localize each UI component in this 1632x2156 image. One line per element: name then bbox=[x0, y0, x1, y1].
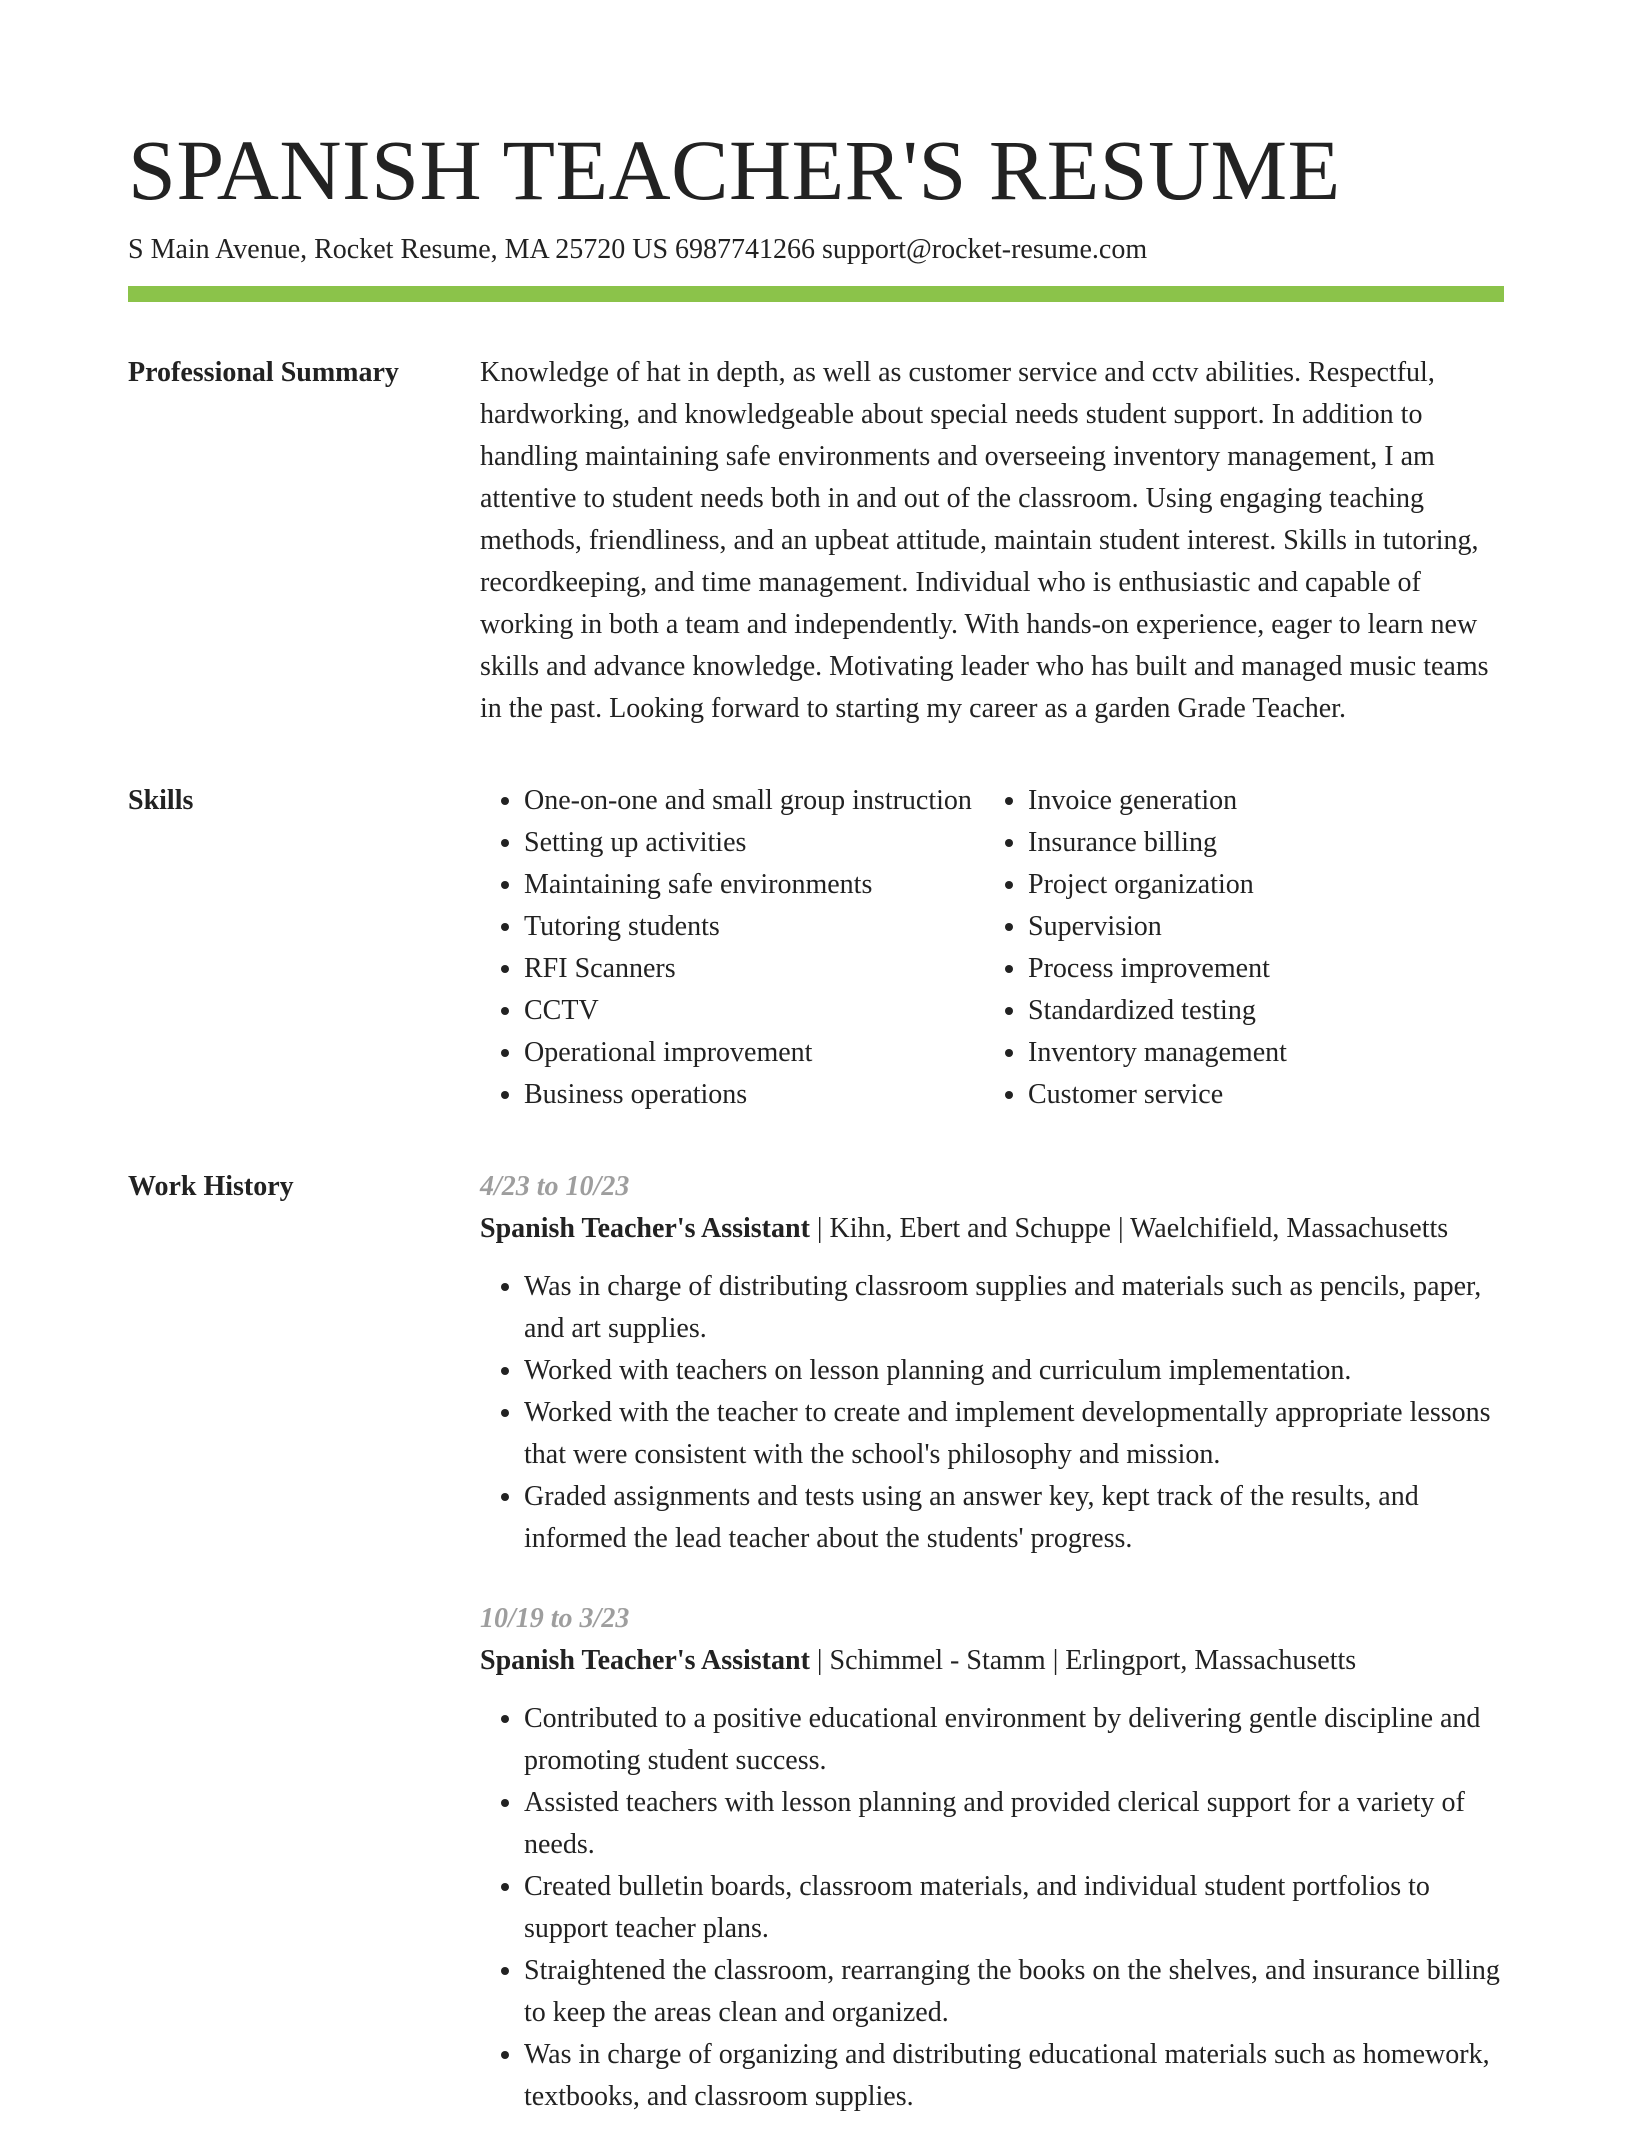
skill-item: • Business operations bbox=[524, 1074, 984, 1116]
skill-item: • Supervision bbox=[1028, 906, 1488, 948]
job-duty-item: • Contributed to a positive educational environment by delivering gentle discipline and promoting student success. bbox=[524, 1698, 1504, 1782]
professional-summary-section bbox=[128, 352, 1504, 730]
section-title-work-history: Work History bbox=[128, 1171, 294, 1202]
skills-list-left bbox=[480, 780, 984, 1116]
skill-item: • Invoice generation bbox=[1028, 780, 1488, 822]
skills-body bbox=[480, 780, 1504, 1116]
skills-list-right bbox=[984, 780, 1488, 1116]
resume-page bbox=[128, 0, 1504, 2156]
skills-section bbox=[128, 780, 1504, 1116]
section-title-skills: Skills bbox=[128, 785, 194, 816]
skill-item: • Maintaining safe environments bbox=[524, 864, 984, 906]
skill-item: • Inventory management bbox=[1028, 1032, 1488, 1074]
accent-divider bbox=[128, 286, 1504, 302]
skill-item: • Insurance billing bbox=[1028, 822, 1488, 864]
job-duty-item: • Created bulletin boards, classroom materials, and individual student portfolios to support teacher plans. bbox=[524, 1866, 1504, 1950]
job-dates: 10/19 to 3/23 bbox=[480, 1603, 630, 1634]
contact-line: S Main Avenue, Rocket Resume, MA 25720 US 6987741266 support@rocket-resume.com bbox=[128, 234, 1148, 265]
job-duty-item: • Straightened the classroom, rearranging the books on the shelves, and insurance billing to keep the areas clean and organized. bbox=[524, 1950, 1504, 2034]
job-title: Spanish Teacher's Assistant bbox=[480, 1213, 810, 1244]
section-title-summary: Professional Summary bbox=[128, 357, 399, 388]
skill-item: • CCTV bbox=[524, 990, 984, 1032]
job-employer-location: | Schimmel - Stamm | Erlingport, Massachusetts bbox=[809, 1645, 1357, 1676]
job-dates: 4/23 to 10/23 bbox=[480, 1171, 630, 1202]
job-duty-item: • Was in charge of distributing classroom supplies and materials such as pencils, paper, and art supplies. bbox=[524, 1266, 1504, 1350]
job-duty-item: • Worked with the teacher to create and implement developmentally appropriate lessons that were consistent with the school's philosophy and mission. bbox=[524, 1392, 1504, 1476]
job-heading bbox=[480, 1208, 1504, 1250]
skill-item: • Setting up activities bbox=[524, 822, 984, 864]
summary-text: Knowledge of hat in depth, as well as customer service and cctv abilities. Respectful, hardworking, and knowledgeable about special needs student support. In addition to handling maintaining safe environments and overseeing inventory management, I am attentive to student needs both in and out of the classroom. Using engaging teaching methods, friendliness, and an upbeat attitude, maintain student interest. Skills in tutoring, recordkeeping, and time management. Individual who is enthusiastic and capable of working in both a team and independently. With hands-on experience, eager to learn new skills and advance knowledge. Motivating leader who has built and managed music teams in the past. Looking forward to starting my career as a garden Grade Teacher. bbox=[480, 357, 1489, 724]
job-title: Spanish Teacher's Assistant bbox=[480, 1645, 810, 1676]
job-duty-item: • Graded assignments and tests using an answer key, kept track of the results, and informed the lead teacher about the students' progress. bbox=[524, 1476, 1504, 1560]
job-employer-location: | Kihn, Ebert and Schuppe | Waelchifield, Massachusetts bbox=[809, 1213, 1449, 1244]
work-history-section bbox=[128, 1166, 1504, 2156]
skill-item: • Operational improvement bbox=[524, 1032, 984, 1074]
resume-name: SPANISH TEACHER'S RESUME bbox=[128, 122, 1341, 218]
skill-item: • Tutoring students bbox=[524, 906, 984, 948]
job-duties-list bbox=[480, 1266, 1504, 1560]
skill-item: • RFI Scanners bbox=[524, 948, 984, 990]
job-heading bbox=[480, 1640, 1504, 1682]
work-history-body bbox=[480, 1166, 1504, 2156]
job-duty-item: • Was in charge of organizing and distributing educational materials such as homework, textbooks, and classroom supplies. bbox=[524, 2034, 1504, 2118]
job-duty-item: • Worked with teachers on lesson planning and curriculum implementation. bbox=[524, 1350, 1504, 1392]
summary-body bbox=[480, 352, 1504, 730]
job-entry bbox=[480, 1598, 1504, 2118]
job-duties-list bbox=[480, 1698, 1504, 2118]
skill-item: • Process improvement bbox=[1028, 948, 1488, 990]
job-entry bbox=[480, 1166, 1504, 1560]
job-duty-item: • Assisted teachers with lesson planning and provided clerical support for a variety of needs. bbox=[524, 1782, 1504, 1866]
skill-item: • Customer service bbox=[1028, 1074, 1488, 1116]
skill-item: • Standardized testing bbox=[1028, 990, 1488, 1032]
skill-item: • Project organization bbox=[1028, 864, 1488, 906]
skill-item: • One-on-one and small group instruction bbox=[524, 780, 984, 822]
